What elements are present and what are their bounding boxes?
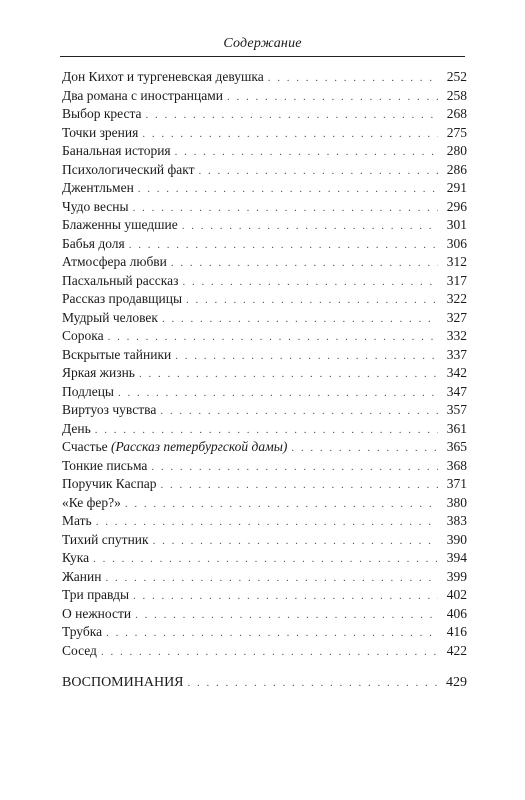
toc-entry-page: 390 xyxy=(446,531,467,547)
dot-leader xyxy=(135,606,438,625)
toc-entry xyxy=(62,290,467,309)
toc-entry-page: 306 xyxy=(446,235,467,251)
toc-entry xyxy=(62,605,467,624)
dot-leader xyxy=(268,69,438,88)
toc-entry-page: 368 xyxy=(446,457,467,473)
toc-entry-title: Яркая жизнь xyxy=(62,365,135,380)
toc-entry-title: Три правды xyxy=(62,587,130,602)
toc-entry xyxy=(62,124,467,143)
dot-leader xyxy=(129,236,438,255)
toc-entry-page: 416 xyxy=(446,624,467,639)
toc-entry xyxy=(62,642,467,661)
table-of-contents xyxy=(62,68,467,693)
toc-entry-title: Сосед xyxy=(62,642,97,658)
dot-leader xyxy=(146,106,438,125)
toc-entry xyxy=(62,494,467,513)
dot-leader xyxy=(93,550,438,569)
toc-entry-page: 332 xyxy=(446,328,467,343)
dot-leader xyxy=(133,199,438,218)
toc-entry-title: Виртуоз чувства xyxy=(62,402,157,417)
toc-entry xyxy=(62,272,467,291)
dot-leader xyxy=(106,624,438,643)
toc-entry-title: Мать xyxy=(62,513,92,528)
toc-entry-page: 371 xyxy=(446,476,467,491)
toc-entry-page: 342 xyxy=(446,365,467,380)
toc-entry-page: 406 xyxy=(446,605,467,621)
toc-entry xyxy=(62,549,467,568)
toc-entry-title: Тихий спутник xyxy=(62,531,149,547)
toc-entry-page: 275 xyxy=(446,124,467,140)
toc-entry-title: Сорока xyxy=(62,328,104,343)
toc-entry-page: 399 xyxy=(446,568,467,584)
toc-entry-title: Рассказ продавщицы xyxy=(62,291,183,306)
toc-entry xyxy=(62,253,467,272)
toc-entry xyxy=(62,420,467,439)
dot-leader xyxy=(101,643,438,662)
dot-leader xyxy=(175,347,438,366)
toc-entry-title: День xyxy=(62,420,91,436)
toc-entry xyxy=(62,531,467,550)
dot-leader xyxy=(182,273,438,292)
toc-entry-page: 258 xyxy=(446,87,467,103)
toc-entry-subtitle: (Рассказ петербургской дамы) xyxy=(111,439,288,454)
dot-leader xyxy=(182,217,438,236)
toc-entry xyxy=(62,438,467,457)
toc-entry-title: Подлецы xyxy=(62,383,115,399)
toc-entry-page: 361 xyxy=(446,420,467,436)
toc-entry-title: Тонкие письма xyxy=(62,457,148,473)
toc-entry xyxy=(62,512,467,531)
toc-entry-page: 268 xyxy=(446,106,467,121)
dot-leader xyxy=(133,587,438,606)
dot-leader xyxy=(151,458,438,477)
toc-entry xyxy=(62,364,467,383)
toc-entry xyxy=(62,457,467,476)
dot-leader xyxy=(160,402,438,421)
toc-entry-title: О нежности xyxy=(62,605,132,621)
toc-entry-title: Психологический факт xyxy=(62,161,195,177)
toc-entry xyxy=(62,216,467,235)
toc-entry xyxy=(62,105,467,124)
toc-entry-page: 337 xyxy=(446,346,467,362)
toc-entry-title xyxy=(62,438,287,457)
toc-entry-title: Чудо весны xyxy=(62,198,129,214)
toc-entry-title: «Ке фер?» xyxy=(62,494,121,510)
toc-entry-page: 317 xyxy=(446,272,467,288)
dot-leader xyxy=(162,310,438,329)
toc-entry-title: Жанин xyxy=(62,568,102,584)
toc-entry-page: 422 xyxy=(446,642,467,658)
running-header: Содержание xyxy=(223,36,302,51)
toc-entry-title: Поручик Каспар xyxy=(62,476,157,491)
header-rule xyxy=(60,56,465,57)
toc-entry-page: 286 xyxy=(446,161,467,177)
toc-entry-title: Два романа с иностранцами xyxy=(62,87,223,103)
toc-entry-page: 252 xyxy=(446,69,467,84)
dot-leader xyxy=(138,180,438,199)
toc-entry-page: 280 xyxy=(446,143,467,158)
toc-entry-page: 357 xyxy=(446,402,467,417)
dot-leader xyxy=(108,328,438,347)
toc-entry-page: 322 xyxy=(446,291,467,306)
toc-entry-page: 291 xyxy=(446,180,467,195)
toc-entry xyxy=(62,586,467,605)
toc-entry-title: Блаженны ушедшие xyxy=(62,217,178,232)
toc-entry xyxy=(62,87,467,106)
dot-leader xyxy=(139,365,438,384)
dot-leader xyxy=(291,439,438,458)
dot-leader xyxy=(96,513,438,532)
toc-entry-title: Дон Кихот и тургеневская девушка xyxy=(62,69,264,84)
dot-leader xyxy=(95,421,438,440)
dot-leader xyxy=(188,674,438,693)
toc-entry xyxy=(62,383,467,402)
toc-entry xyxy=(62,142,467,161)
toc-entry-page: 365 xyxy=(446,439,467,454)
toc-entry-page: 394 xyxy=(446,550,467,565)
dot-leader xyxy=(142,125,438,144)
toc-entry xyxy=(62,235,467,254)
toc-entry xyxy=(62,401,467,420)
toc-entry-title: Атмосфера любви xyxy=(62,254,167,269)
dot-leader xyxy=(186,291,438,310)
toc-entry xyxy=(62,568,467,587)
dot-leader xyxy=(105,569,438,588)
toc-entry xyxy=(62,198,467,217)
toc-entry-title: Трубка xyxy=(62,624,103,639)
toc-entry-page: 327 xyxy=(446,309,467,325)
toc-entry-page: 301 xyxy=(446,217,467,232)
dot-leader xyxy=(175,143,438,162)
dot-leader xyxy=(161,476,438,495)
toc-entry-title: Кука xyxy=(62,550,90,565)
toc-section-entry xyxy=(62,674,467,693)
toc-entry xyxy=(62,346,467,365)
toc-entry-title: Мудрый человек xyxy=(62,309,158,325)
toc-entry-page: 296 xyxy=(446,198,467,214)
toc-entry-title: Пасхальный рассказ xyxy=(62,272,179,288)
toc-entry-page: 383 xyxy=(446,513,467,528)
toc-entry-title: Вскрытые тайники xyxy=(62,346,172,362)
toc-entry xyxy=(62,309,467,328)
toc-entry-page: 402 xyxy=(446,587,467,602)
toc-entry xyxy=(62,161,467,180)
toc-entry xyxy=(62,475,467,494)
toc-entry-title: Выбор креста xyxy=(62,106,142,121)
dot-leader xyxy=(118,384,438,403)
toc-entry xyxy=(62,623,467,642)
dot-leader xyxy=(125,495,438,514)
toc-entry xyxy=(62,179,467,198)
toc-entry-title: Точки зрения xyxy=(62,124,139,140)
toc-entry xyxy=(62,327,467,346)
toc-section-page: 429 xyxy=(446,675,467,690)
toc-entry xyxy=(62,68,467,87)
toc-entry-title: Банальная история xyxy=(62,143,171,158)
dot-leader xyxy=(153,532,438,551)
toc-entry-page: 380 xyxy=(446,494,467,510)
toc-entry-title: Бабья доля xyxy=(62,235,125,251)
toc-entry-page: 347 xyxy=(446,383,467,399)
toc-entry-page: 312 xyxy=(446,254,467,269)
toc-section-title: ВОСПОМИНАНИЯ xyxy=(62,675,184,690)
dot-leader xyxy=(227,88,438,107)
dot-leader xyxy=(199,162,438,181)
toc-entry-main-title: Счастье xyxy=(62,439,108,454)
toc-entry-title: Джентльмен xyxy=(62,180,134,195)
dot-leader xyxy=(171,254,438,273)
